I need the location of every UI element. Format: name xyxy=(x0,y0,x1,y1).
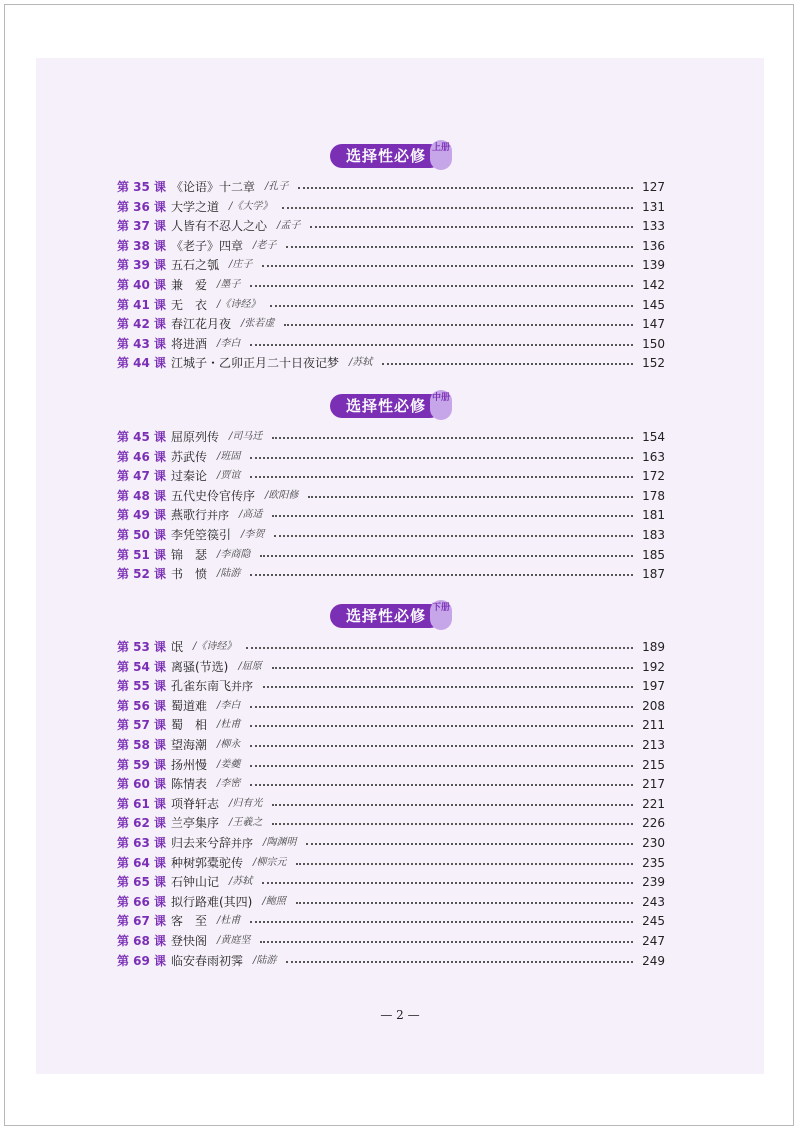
lesson-number: 第 45 课 xyxy=(117,430,167,444)
toc-entry xyxy=(117,467,665,485)
lesson-number: 第 44 课 xyxy=(117,356,167,371)
dot-leader xyxy=(282,207,633,209)
lesson-title-text: 种树郭橐驼传 xyxy=(171,855,244,870)
toc-entry xyxy=(117,335,665,353)
lesson-title-text: 临安春雨初霁 xyxy=(171,953,244,968)
lesson-title xyxy=(171,198,219,216)
toc-entry xyxy=(117,428,665,446)
lesson-number: 第 62 课 xyxy=(117,816,167,831)
dot-leader xyxy=(310,226,633,228)
lesson-title xyxy=(171,912,207,930)
page-number: 131 xyxy=(642,199,665,214)
lesson-title-text: 屈原列传 xyxy=(171,430,220,444)
dot-leader xyxy=(250,745,633,747)
page-number: 226 xyxy=(642,816,665,831)
lesson-title xyxy=(171,834,253,853)
lesson-title-text: 项脊轩志 xyxy=(171,796,220,811)
page-number: 154 xyxy=(642,430,665,444)
lesson-number: 第 68 课 xyxy=(117,934,167,948)
lesson-author: /老子 xyxy=(253,239,277,251)
lesson-title xyxy=(171,526,231,544)
toc-entry xyxy=(117,912,665,930)
lesson-author: /陶渊明 xyxy=(263,837,297,848)
lesson-number: 第 40 课 xyxy=(117,278,167,292)
lesson-author: /苏轼 xyxy=(229,876,253,888)
lesson-title xyxy=(171,677,253,696)
page-number: 183 xyxy=(642,528,665,542)
lesson-title xyxy=(171,565,207,583)
dot-leader xyxy=(272,437,633,439)
toc-entry xyxy=(117,638,665,656)
lesson-number: 第 42 课 xyxy=(117,317,167,332)
lesson-title xyxy=(171,315,231,333)
lesson-title xyxy=(171,354,339,372)
toc-entry xyxy=(117,814,665,832)
section-title: 选择性必修 xyxy=(330,604,442,628)
dot-leader xyxy=(296,902,633,904)
page-number: 181 xyxy=(642,508,665,523)
dot-leader xyxy=(250,921,633,923)
lesson-author: /李白 xyxy=(217,699,241,711)
lesson-title-text: 《论语》十二章 xyxy=(171,180,256,194)
lesson-title-text: 氓 xyxy=(171,640,184,654)
lesson-title xyxy=(171,716,207,734)
page-number: 150 xyxy=(642,336,665,351)
lesson-author: /班固 xyxy=(217,450,241,462)
toc-entry xyxy=(117,893,665,911)
page-number: 185 xyxy=(642,547,665,562)
lesson-title-text: 苏武传 xyxy=(171,449,208,464)
dot-leader xyxy=(250,725,633,727)
section-title: 选择性必修 xyxy=(330,394,442,418)
lesson-title xyxy=(171,546,207,564)
page-number: 136 xyxy=(642,238,665,253)
dot-leader xyxy=(250,344,633,346)
lesson-author: /贾谊 xyxy=(217,470,241,482)
lesson-title-text: 大学之道 xyxy=(171,199,220,214)
lesson-number: 第 48 课 xyxy=(117,488,167,503)
lesson-author: /李商隐 xyxy=(217,548,251,560)
page-number: 142 xyxy=(642,278,665,292)
lesson-number: 第 56 课 xyxy=(117,698,167,713)
page-number: 187 xyxy=(642,567,665,582)
lesson-title xyxy=(171,932,207,950)
lesson-author: /王羲之 xyxy=(229,817,263,829)
lesson-title-text: 将进酒 xyxy=(171,336,208,351)
dot-leader xyxy=(286,246,633,248)
toc-entry xyxy=(117,658,665,676)
lesson-number: 第 39 课 xyxy=(117,258,167,273)
lesson-title xyxy=(171,237,243,255)
lesson-author: /陆游 xyxy=(217,568,241,580)
page-number: 208 xyxy=(642,698,665,713)
toc-entry xyxy=(117,565,665,583)
lesson-title xyxy=(171,276,207,294)
lesson-title-text: 过秦论 xyxy=(171,469,208,484)
lesson-title xyxy=(171,256,219,274)
dot-leader xyxy=(272,515,633,517)
lesson-number: 第 53 课 xyxy=(117,640,167,654)
lesson-number: 第 67 课 xyxy=(117,914,167,929)
lesson-number: 第 38 课 xyxy=(117,238,167,253)
lesson-title xyxy=(171,178,255,196)
lesson-title-suffix: 并序 xyxy=(231,679,254,693)
lesson-title-text: 兼 爱 xyxy=(171,278,208,292)
lesson-author: /苏轼 xyxy=(349,357,373,369)
lesson-title-text: 归去来兮辞 xyxy=(171,835,232,850)
volume-badge: 下册 xyxy=(430,600,452,630)
lesson-number: 第 58 课 xyxy=(117,738,167,752)
lesson-title xyxy=(171,296,207,314)
page-number: 163 xyxy=(642,449,665,464)
lesson-author: /柳永 xyxy=(217,739,241,750)
toc-entry xyxy=(117,795,665,813)
toc-entry xyxy=(117,834,665,852)
page-number: 127 xyxy=(642,180,665,194)
lesson-author: /司马迁 xyxy=(229,431,263,442)
lesson-number: 第 50 课 xyxy=(117,528,167,542)
dot-leader xyxy=(308,496,633,498)
dot-leader xyxy=(250,784,633,786)
lesson-number: 第 35 课 xyxy=(117,180,167,194)
toc-entry xyxy=(117,178,665,196)
lesson-author: /李密 xyxy=(217,778,241,790)
lesson-author: /李贺 xyxy=(241,529,265,540)
toc-entry xyxy=(117,217,665,235)
lesson-title-text: 书 愤 xyxy=(171,567,208,582)
lesson-title xyxy=(171,506,229,525)
lesson-author: /孔子 xyxy=(265,181,289,192)
lesson-author: /《诗经》 xyxy=(193,641,237,652)
toc-entry xyxy=(117,487,665,505)
lesson-author: /墨子 xyxy=(217,279,241,290)
lesson-title-text: 兰亭集序 xyxy=(171,816,220,831)
lesson-title-text: 人皆有不忍人之心 xyxy=(171,219,268,234)
lesson-number: 第 37 课 xyxy=(117,219,167,234)
page-number-footer: — 2 — xyxy=(380,1008,420,1022)
toc-entry xyxy=(117,354,665,372)
section-title: 选择性必修 xyxy=(330,144,442,168)
lesson-title-text: 扬州慢 xyxy=(171,757,208,772)
lesson-author: /李白 xyxy=(217,337,241,349)
page-number: 213 xyxy=(642,738,665,752)
lesson-author: /柳宗元 xyxy=(253,856,287,868)
toc-entry xyxy=(117,546,665,564)
page-number: 178 xyxy=(642,488,665,503)
dot-leader xyxy=(250,476,633,478)
page-number: 221 xyxy=(642,796,665,811)
lesson-title-text: 离骚(节选) xyxy=(171,659,229,674)
dot-leader xyxy=(250,574,633,576)
lesson-title xyxy=(171,814,219,832)
page-number: 189 xyxy=(642,640,665,654)
lesson-title-text: 《老子》四章 xyxy=(171,238,244,253)
page-number: 172 xyxy=(642,469,665,484)
dot-leader xyxy=(246,647,633,649)
dot-leader xyxy=(270,305,633,307)
page-number: 147 xyxy=(642,317,665,332)
page-number: 211 xyxy=(642,718,665,733)
dot-leader xyxy=(260,941,633,943)
page-number: 192 xyxy=(642,659,665,674)
page-number: 249 xyxy=(642,953,665,968)
lesson-title-text: 春江花月夜 xyxy=(171,317,232,332)
lesson-author: /黄庭坚 xyxy=(217,935,251,946)
dot-leader xyxy=(298,187,633,189)
lesson-title xyxy=(171,795,219,813)
lesson-title-text: 陈情表 xyxy=(171,777,208,792)
lesson-author: /屈原 xyxy=(238,660,262,672)
volume-badge: 上册 xyxy=(430,140,452,170)
lesson-title xyxy=(171,658,228,676)
lesson-author: /欧阳修 xyxy=(265,489,299,501)
dot-leader xyxy=(250,765,633,767)
page-number: 230 xyxy=(642,836,665,850)
lesson-title-text: 无 衣 xyxy=(171,297,208,312)
lesson-number: 第 36 课 xyxy=(117,199,167,214)
dot-leader xyxy=(262,265,633,267)
lesson-title-text: 拟行路难(其四) xyxy=(171,894,253,909)
lesson-number: 第 55 课 xyxy=(117,679,167,694)
page-number: 152 xyxy=(642,356,665,371)
lesson-title-text: 五代史伶官传序 xyxy=(171,488,256,503)
lesson-author: /姜夔 xyxy=(217,758,241,770)
toc-entry xyxy=(117,736,665,754)
toc-entry xyxy=(117,526,665,544)
lesson-title-text: 锦 瑟 xyxy=(171,547,208,562)
dot-leader xyxy=(272,667,633,669)
lesson-number: 第 61 课 xyxy=(117,796,167,811)
dot-leader xyxy=(272,823,633,825)
lesson-number: 第 51 课 xyxy=(117,547,167,562)
lesson-number: 第 57 课 xyxy=(117,718,167,733)
toc-entry xyxy=(117,237,665,255)
lesson-title-text: 客 至 xyxy=(171,914,208,929)
lesson-number: 第 43 课 xyxy=(117,336,167,351)
lesson-title xyxy=(171,756,207,774)
page-number: 133 xyxy=(642,219,665,234)
toc-entry xyxy=(117,677,665,695)
lesson-author: /归有光 xyxy=(229,797,263,809)
dot-leader xyxy=(262,882,633,884)
lesson-title xyxy=(171,487,255,505)
lesson-title-text: 江城子・乙卯正月二十日夜记梦 xyxy=(171,356,340,371)
lesson-author: /陆游 xyxy=(253,954,277,966)
lesson-title-text: 望海潮 xyxy=(171,738,208,752)
lesson-title xyxy=(171,467,207,485)
page-number: 197 xyxy=(642,679,665,694)
toc-entry xyxy=(117,697,665,715)
dot-leader xyxy=(260,555,633,557)
toc-entry xyxy=(117,775,665,793)
lesson-number: 第 52 课 xyxy=(117,567,167,582)
lesson-title xyxy=(171,873,219,891)
lesson-number: 第 54 课 xyxy=(117,659,167,674)
toc-entry xyxy=(117,276,665,294)
dot-leader xyxy=(274,535,633,537)
lesson-number: 第 65 课 xyxy=(117,875,167,890)
toc-entry xyxy=(117,716,665,734)
dot-leader xyxy=(382,363,633,365)
lesson-title-text: 五石之瓠 xyxy=(171,258,220,273)
lesson-title xyxy=(171,854,243,872)
lesson-number: 第 66 课 xyxy=(117,894,167,909)
lesson-title xyxy=(171,217,267,235)
toc-entry xyxy=(117,198,665,216)
page-number: 239 xyxy=(642,875,665,890)
lesson-number: 第 63 课 xyxy=(117,836,167,850)
page-number: 145 xyxy=(642,297,665,312)
page-number: 243 xyxy=(642,894,665,909)
volume-badge: 中册 xyxy=(430,390,452,420)
lesson-title xyxy=(171,736,207,754)
lesson-title-suffix: 并序 xyxy=(207,508,230,522)
lesson-title-suffix: 并序 xyxy=(231,836,254,850)
dot-leader xyxy=(272,804,633,806)
lesson-title-text: 燕歌行 xyxy=(171,507,208,522)
page-number: 245 xyxy=(642,914,665,929)
lesson-number: 第 49 课 xyxy=(117,508,167,523)
page-number: 247 xyxy=(642,934,665,948)
lesson-title-text: 李凭箜篌引 xyxy=(171,528,232,542)
lesson-title xyxy=(171,638,183,656)
page-number: 235 xyxy=(642,855,665,870)
lesson-number: 第 46 课 xyxy=(117,449,167,464)
dot-leader xyxy=(306,843,633,845)
lesson-title-text: 孔雀东南飞 xyxy=(171,678,232,693)
lesson-title xyxy=(171,697,207,715)
toc-entry xyxy=(117,854,665,872)
toc-entry xyxy=(117,296,665,314)
lesson-title xyxy=(171,893,252,911)
lesson-title-text: 蜀道难 xyxy=(171,698,208,713)
lesson-author: /高适 xyxy=(239,509,263,521)
lesson-author: /杜甫 xyxy=(217,915,241,927)
lesson-title xyxy=(171,448,207,466)
lesson-number: 第 69 课 xyxy=(117,953,167,968)
toc-entry xyxy=(117,448,665,466)
lesson-title-text: 蜀 相 xyxy=(171,718,208,733)
toc-entry xyxy=(117,932,665,950)
toc-entry xyxy=(117,256,665,274)
dot-leader xyxy=(250,285,633,287)
toc-entry xyxy=(117,756,665,774)
lesson-title-text: 登快阁 xyxy=(171,934,208,948)
lesson-title xyxy=(171,775,207,793)
page-number: 217 xyxy=(642,777,665,792)
dot-leader xyxy=(250,457,633,459)
lesson-number: 第 60 课 xyxy=(117,777,167,792)
page-number: 139 xyxy=(642,258,665,273)
lesson-author: /杜甫 xyxy=(217,719,241,731)
lesson-number: 第 59 课 xyxy=(117,757,167,772)
dot-leader xyxy=(263,686,633,688)
dot-leader xyxy=(286,961,633,963)
lesson-author: /鲍照 xyxy=(262,895,286,907)
lesson-title xyxy=(171,335,207,353)
lesson-number: 第 64 课 xyxy=(117,855,167,870)
lesson-number: 第 47 课 xyxy=(117,469,167,484)
lesson-number: 第 41 课 xyxy=(117,297,167,312)
lesson-title xyxy=(171,428,219,446)
toc-entry xyxy=(117,315,665,333)
lesson-title-text: 石钟山记 xyxy=(171,875,220,890)
page-number: 215 xyxy=(642,757,665,772)
toc-entry xyxy=(117,506,665,524)
lesson-author: /庄子 xyxy=(229,259,253,271)
lesson-author: /《大学》 xyxy=(229,200,273,212)
toc-entry xyxy=(117,952,665,970)
lesson-author: /《诗经》 xyxy=(217,298,261,310)
toc-entry xyxy=(117,873,665,891)
lesson-author: /张若虚 xyxy=(241,318,275,330)
dot-leader xyxy=(284,324,633,326)
dot-leader xyxy=(296,863,633,865)
lesson-author: /孟子 xyxy=(277,220,301,232)
dot-leader xyxy=(250,706,633,708)
lesson-title xyxy=(171,952,243,970)
